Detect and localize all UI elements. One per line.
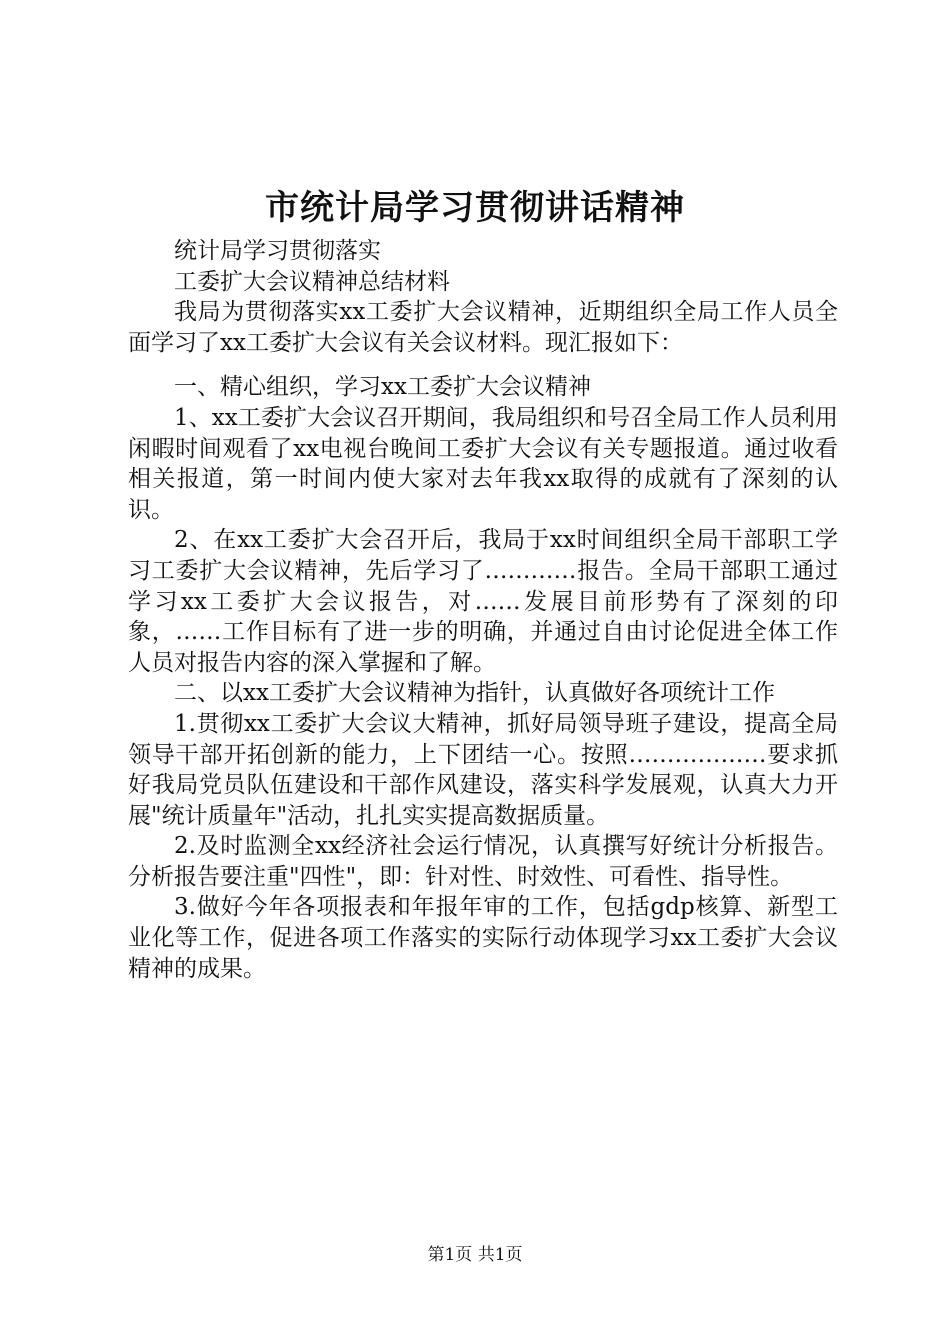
section-2-item-1: 1.贯彻xx工委扩大会议大精神，抓好局领导班子建设，提高全局领导干部开拓创新的能力，上下团结一心。按照………………要求抓好我局党员队伍建设和干部作风建设，落实科学发展观，认真大力开展"统计质量年"活动，扎扎实实提高数据质量。 — [128, 710, 838, 829]
page-footer: 第1页 共1页 — [427, 1245, 523, 1265]
intro-paragraph: 我局为贯彻落实xx工委扩大会议精神，近期组织全局工作人员全面学习了xx工委扩大会议有关会议材料。现汇报如下： — [128, 299, 838, 356]
document-body — [128, 236, 838, 984]
section-2-item-3: 3.做好今年各项报表和年报年审的工作，包括gdp核算、新型工业化等工作，促进各项工作落实的实际行动体现学习xx工委扩大会议精神的成果。 — [128, 894, 838, 982]
section-heading-1: 一、精心组织，学习xx工委扩大会议精神 — [174, 374, 591, 401]
section-heading-2: 二、以xx工委扩大会议精神为指针，认真做好各项统计工作 — [174, 680, 775, 707]
subtitle-line-2: 工委扩大会议精神总结材料 — [174, 268, 450, 295]
section-1-item-1: 1、xx工委扩大会议召开期间，我局组织和号召全局工作人员利用闲暇时间观看了xx电视台晚间工委扩大会议有关专题报道。通过收看相关报道，第一时间内使大家对去年我xx取得的成就有了深刻的认识。 — [128, 404, 838, 523]
subtitle-line-1: 统计局学习贯彻落实 — [174, 238, 381, 264]
section-1-item-2: 2、在xx工委扩大会召开后，我局于xx时间组织全局干部职工学习工委扩大会议精神，先后学习了…………报告。全局干部职工通过学习xx工委扩大会议报告，对……发展目前形势有了深刻的印象，……工作目标有了进一步的明确，并通过自由讨论促进全体工作人员对报告内容的深入掌握和了解。 — [128, 527, 838, 676]
section-2-item-2: 2.及时监测全xx经济社会运行情况，认真撰写好统计分析报告。分析报告要注重"四性"，即：针对性、时效性、可看性、指导性。 — [128, 833, 838, 890]
document-title: 市统计局学习贯彻讲话精神 — [265, 188, 685, 228]
